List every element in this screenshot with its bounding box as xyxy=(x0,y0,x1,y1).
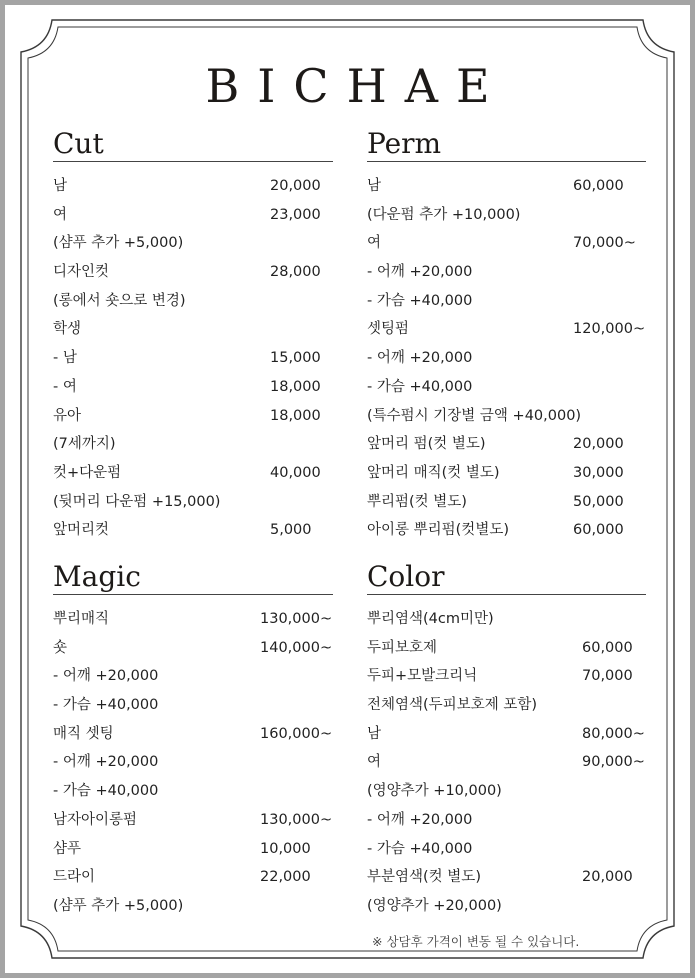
item-price: 130,000~ xyxy=(260,611,333,627)
item-name: 아이롱 뿌리펌(컷별도) xyxy=(367,522,509,539)
item-price: 60,000 xyxy=(573,522,624,539)
item-name: (영양추가 +10,000) xyxy=(367,783,502,800)
item-name: (샴푸 추가 +5,000) xyxy=(53,897,184,914)
item-price: 130,000~ xyxy=(260,811,333,828)
price-row xyxy=(53,634,333,663)
item-name: 여 xyxy=(367,754,382,771)
price-row xyxy=(367,777,646,806)
price-row xyxy=(53,258,333,287)
item-name: 컷+다운펌 xyxy=(53,464,122,481)
price-row xyxy=(53,402,333,431)
price-row xyxy=(53,748,333,777)
item-name: - 어깨 +20,000 xyxy=(367,264,473,281)
item-name: 샴푸 xyxy=(53,840,82,857)
section-magic xyxy=(53,560,333,921)
price-row xyxy=(53,287,333,316)
price-row xyxy=(53,863,333,892)
item-name: 두피보호제 xyxy=(367,639,438,656)
brand-title: BICHAE xyxy=(205,59,508,113)
price-row xyxy=(367,344,646,373)
price-row xyxy=(53,605,333,634)
price-row xyxy=(367,662,646,691)
price-row xyxy=(367,459,646,488)
item-name: - 어깨 +20,000 xyxy=(53,754,159,771)
price-row xyxy=(367,892,646,921)
section-title: Perm xyxy=(367,127,646,162)
item-name: (7세까지) xyxy=(53,436,116,453)
item-name: 학생 xyxy=(53,321,82,338)
item-name: 여 xyxy=(367,235,382,252)
item-price: 160,000~ xyxy=(260,725,333,742)
section-color xyxy=(367,560,646,921)
item-price: 20,000 xyxy=(573,436,624,453)
price-row xyxy=(367,605,646,634)
item-name: 디자인컷 xyxy=(53,264,110,281)
item-price: 80,000~ xyxy=(582,725,645,742)
item-name: 남자아이롱펌 xyxy=(53,811,138,828)
item-price: 60,000 xyxy=(573,178,624,194)
item-name: 남 xyxy=(367,178,382,194)
item-name: (샴푸 추가 +5,000) xyxy=(53,235,184,252)
item-name: 유아 xyxy=(53,407,82,424)
section-title: Magic xyxy=(53,560,333,595)
price-row xyxy=(367,634,646,663)
item-price: 18,000 xyxy=(270,407,321,424)
item-name: 셋팅펌 xyxy=(367,321,410,338)
item-name: 뿌리매직 xyxy=(53,611,110,627)
price-row xyxy=(367,720,646,749)
price-row xyxy=(367,402,646,431)
price-row xyxy=(367,373,646,402)
price-row xyxy=(53,691,333,720)
price-row xyxy=(53,229,333,258)
item-name: - 여 xyxy=(53,378,77,395)
item-name: - 남 xyxy=(53,350,77,367)
item-price: 50,000 xyxy=(573,493,624,510)
item-price: 60,000 xyxy=(582,639,633,656)
price-row xyxy=(367,835,646,864)
item-name: 뿌리펌(컷 별도) xyxy=(367,493,467,510)
item-name: - 어깨 +20,000 xyxy=(53,668,159,685)
item-name: (다운펌 추가 +10,000) xyxy=(367,206,521,223)
item-name: (영양추가 +20,000) xyxy=(367,897,502,914)
item-price: 70,000 xyxy=(582,668,633,685)
price-list xyxy=(367,605,646,921)
price-row xyxy=(53,315,333,344)
item-name: 숏 xyxy=(53,639,68,656)
price-list xyxy=(53,605,333,921)
price-row xyxy=(367,806,646,835)
price-list xyxy=(367,172,646,545)
item-name: 뿌리염색(4cm미만) xyxy=(367,611,494,627)
item-price: 70,000~ xyxy=(573,235,636,252)
price-row xyxy=(53,488,333,517)
item-name: 여 xyxy=(53,206,68,223)
price-row xyxy=(367,287,646,316)
price-row xyxy=(53,172,333,201)
price-row xyxy=(53,459,333,488)
item-price: 10,000 xyxy=(260,840,311,857)
item-price: 140,000~ xyxy=(260,639,333,656)
price-row xyxy=(53,835,333,864)
item-name: 앞머리 펌(컷 별도) xyxy=(367,436,486,453)
section-cut xyxy=(53,127,333,545)
item-price: 18,000 xyxy=(270,378,321,395)
item-price: 23,000 xyxy=(270,206,321,223)
item-name: (롱에서 숏으로 변경) xyxy=(53,292,186,309)
item-name: 두피+모발크리닉 xyxy=(367,668,478,685)
price-row xyxy=(367,430,646,459)
price-row xyxy=(367,172,646,201)
item-name: - 어깨 +20,000 xyxy=(367,811,473,828)
item-name: 남 xyxy=(53,178,68,194)
price-row xyxy=(367,691,646,720)
price-row xyxy=(367,315,646,344)
price-row xyxy=(53,344,333,373)
item-name: (특수펌시 기장별 금액 +40,000) xyxy=(367,407,582,424)
price-row xyxy=(53,777,333,806)
item-price: 20,000 xyxy=(582,869,633,886)
price-row xyxy=(53,892,333,921)
item-name: (뒷머리 다운펌 +15,000) xyxy=(53,493,221,510)
item-price: 22,000 xyxy=(260,869,311,886)
item-name: 전체염색(두피보호제 포함) xyxy=(367,697,537,714)
item-price: 120,000~ xyxy=(573,321,646,338)
item-name: 앞머리 매직(컷 별도) xyxy=(367,464,500,481)
price-row xyxy=(367,258,646,287)
item-name: - 가슴 +40,000 xyxy=(367,292,473,309)
item-name: 남 xyxy=(367,725,382,742)
price-row xyxy=(53,662,333,691)
price-row xyxy=(53,430,333,459)
price-row xyxy=(53,516,333,545)
price-row xyxy=(367,748,646,777)
item-price: 5,000 xyxy=(270,522,312,539)
item-name: - 어깨 +20,000 xyxy=(367,350,473,367)
price-list xyxy=(53,172,333,545)
item-price: 20,000 xyxy=(270,178,321,194)
item-name: 부분염색(컷 별도) xyxy=(367,869,481,886)
price-row xyxy=(367,229,646,258)
item-name: 앞머리컷 xyxy=(53,522,110,539)
footer-note: ※ 상담후 가격이 변동 될 수 있습니다. xyxy=(372,934,580,949)
price-row xyxy=(367,516,646,545)
price-row xyxy=(53,201,333,230)
price-row xyxy=(53,720,333,749)
item-price: 90,000~ xyxy=(582,754,645,771)
section-title: Cut xyxy=(53,127,333,162)
price-row xyxy=(367,863,646,892)
section-title: Color xyxy=(367,560,646,595)
price-row xyxy=(53,373,333,402)
item-price: 30,000 xyxy=(573,464,624,481)
item-price: 40,000 xyxy=(270,464,321,481)
item-name: - 가슴 +40,000 xyxy=(53,783,159,800)
item-price: 28,000 xyxy=(270,264,321,281)
price-row xyxy=(53,806,333,835)
item-name: - 가슴 +40,000 xyxy=(53,697,159,714)
section-perm xyxy=(367,127,646,545)
item-name: - 가슴 +40,000 xyxy=(367,378,473,395)
price-row xyxy=(367,201,646,230)
price-row xyxy=(367,488,646,517)
item-name: 매직 셋팅 xyxy=(53,725,114,742)
item-price: 15,000 xyxy=(270,350,321,367)
item-name: - 가슴 +40,000 xyxy=(367,840,473,857)
item-name: 드라이 xyxy=(53,869,96,886)
